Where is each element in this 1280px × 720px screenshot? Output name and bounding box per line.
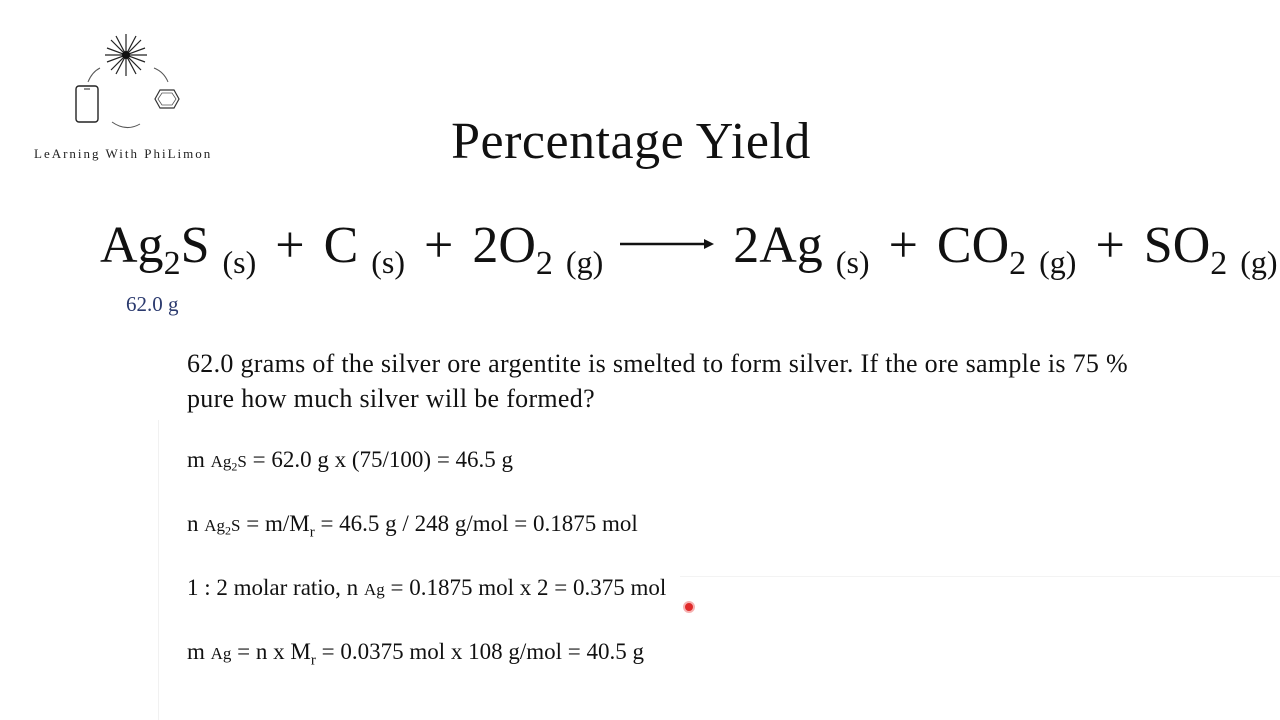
logo-text: LeArning With PhiLimon [34, 146, 213, 161]
question-text: 62.0 grams of the silver ore argentite is smelted to form silver. If the ore sample is 75 % pure how much silver will be formed? [187, 349, 1128, 413]
reactant-o2: $2O_2$ $_{(g)}$ [472, 217, 604, 282]
panel-edge [680, 576, 1280, 577]
panel-edge [158, 420, 159, 720]
plus-sign: + [888, 217, 918, 274]
plus-sign: + [275, 217, 305, 274]
calc-step-molar-ratio: 1 : 2 molar ratio, n Ag = 0.1875 mol x 2 = 0.375 mol [187, 575, 667, 600]
calc-step-moles-ag2s: n $Ag_2S = m/M_r = 46.5$ g / 248 g/mol = 0.1875 mol [187, 511, 638, 541]
reaction-arrow-icon [620, 237, 714, 251]
page-title: Percentage Yield [451, 113, 811, 170]
given-mass-label: 62.0 g [126, 292, 179, 316]
product-so2: $SO_2$ $_{(g)}$ [1143, 217, 1278, 282]
product-ag: 2Ag $_{(s)}$ [733, 217, 870, 281]
pointer-cursor-icon [683, 601, 695, 613]
chemical-equation [100, 216, 1278, 294]
product-co2: $CO_2$ $_{(g)}$ [936, 217, 1077, 282]
plus-sign: + [1095, 217, 1125, 274]
calc-step-mass-ag2s: m $Ag_2S = 62.0$ g x (75/100) = 46.5 g [187, 447, 514, 474]
calc-step-mass-ag: m Ag = n x $M_r = 0.0375$ mol x 108 g/mol = 40.5 g [187, 639, 644, 669]
reactant-c: C $_{(s)}$ [323, 217, 406, 281]
reactant-ag2s: $Ag_2S$ $_{(s)}$ [100, 217, 257, 282]
plus-sign: + [424, 217, 454, 274]
